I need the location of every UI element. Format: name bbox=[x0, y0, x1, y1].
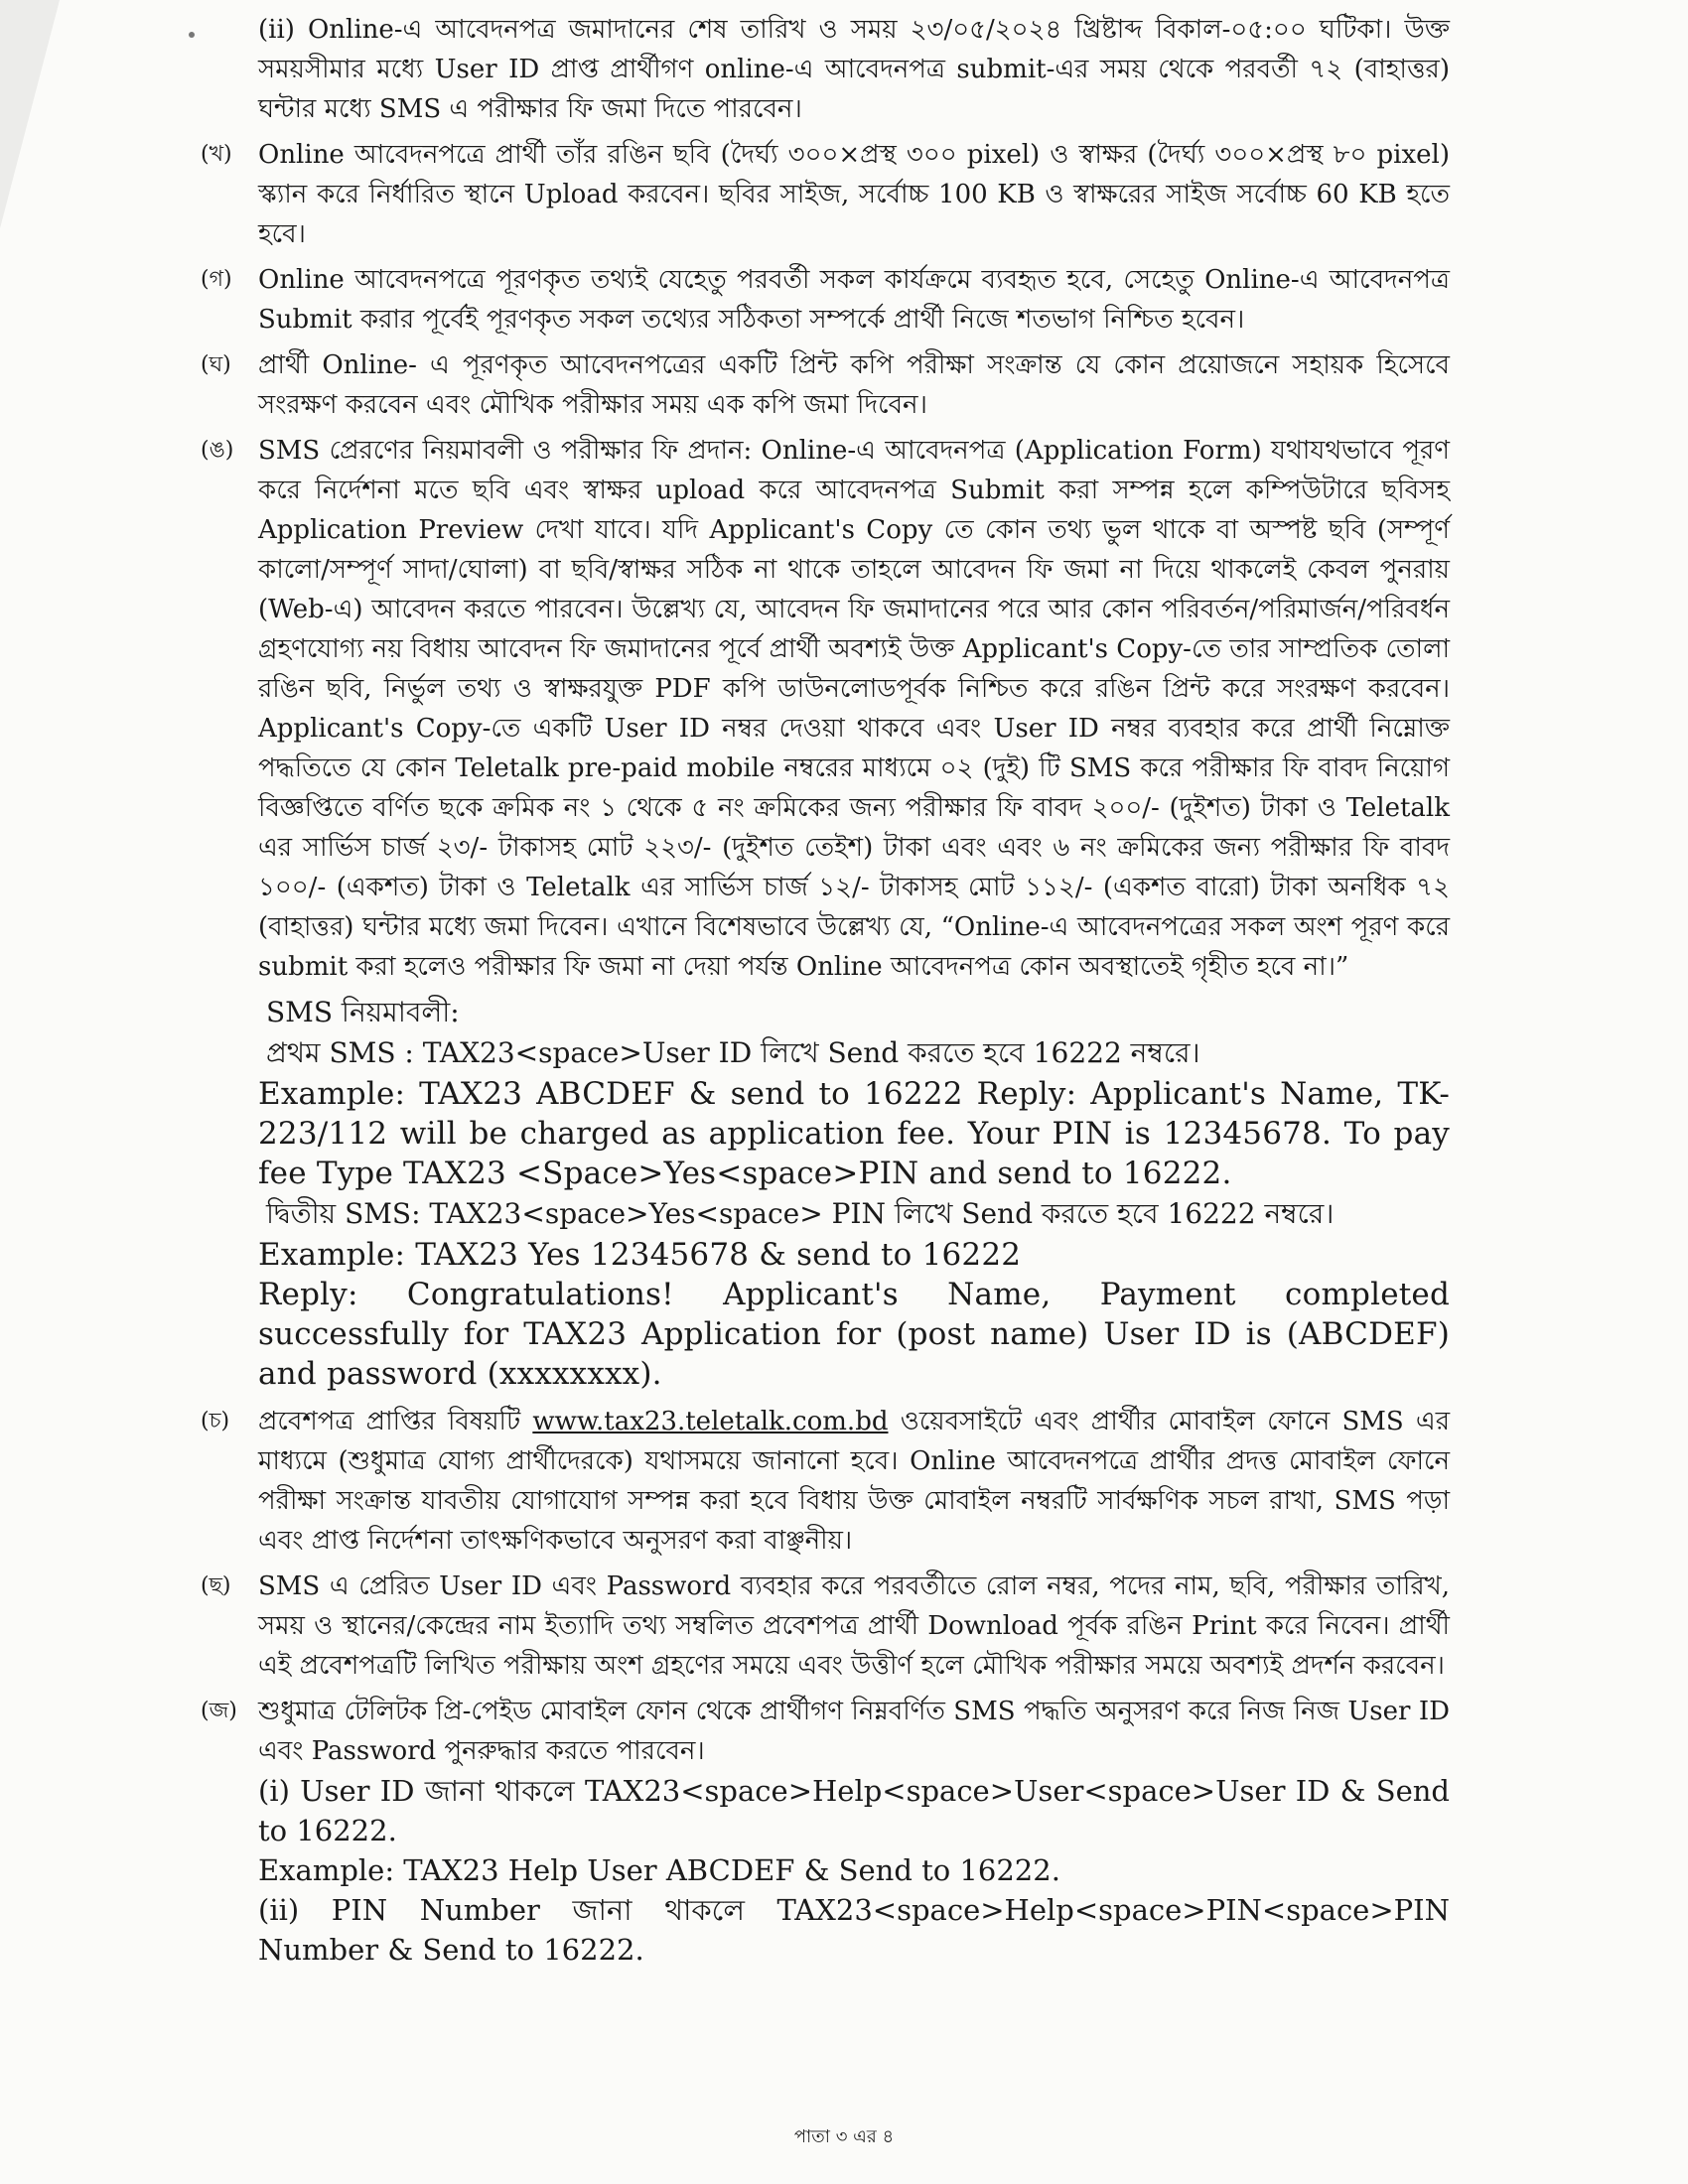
item-marker: (ঙ) bbox=[201, 438, 234, 463]
item-text: প্রার্থী Online- এ পূরণকৃত আবেদনপত্রের একটি প্রিন্ট কপি পরীক্ষা সংক্রান্ত যে কোন প্রয়োজনে সহায়ক হিসেবে সংরক্ষণ করবেন এবং মৌখিক পরীক্ষার সময় এক কপি জমা দিবেন। bbox=[258, 350, 1450, 420]
folded-corner bbox=[0, 0, 60, 228]
item-text: Online আবেদনপত্রে প্রার্থী তাঁর রঙিন ছবি (দৈর্ঘ্য ৩০০×প্রস্থ ৩০০ pixel) ও স্বাক্ষর (দৈর্ঘ্য ৩০০×প্রস্থ ৮০ pixel) স্ক্যান করে নির্ধারিত স্থানে Upload করবেন। ছবির সাইজ, সর্বোচ্চ 100 KB ও স্বাক্ষরের সাইজ সর্বোচ্চ 60 KB হতে হবে। bbox=[258, 140, 1450, 249]
recover-user-id: (i) User ID জানা থাকলে TAX23<space>Help<space>User<space>User ID & Send to 16222. bbox=[258, 1774, 1450, 1847]
item-marker: (খ) bbox=[201, 142, 232, 167]
scan-speck bbox=[189, 32, 195, 38]
first-sms-example: Example: TAX23 ABCDEF & send to 16222 Reply: Applicant's Name, TK-223/112 will be charged as application fee. Your PIN is 12345678. To pay fee Type TAX23 <Space>Yes<space>PIN and send to 16222. bbox=[258, 1076, 1450, 1191]
item-kha bbox=[201, 135, 1450, 254]
item-text: SMS প্রেরণের নিয়মাবলী ও পরীক্ষার ফি প্রদান: Online-এ আবেদনপত্র (Application Form) যথাযথভাবে পূরণ করে নির্দেশনা মতে ছবি এবং স্বাক্ষর upload করে আবেদনপত্র Submit করা সম্পন্ন হলে কম্পিউটারে ছবিসহ Application Preview দেখা যাবে। যদি Applicant's Copy তে কোন তথ্য ভুল থাকে বা অস্পষ্ট ছবি (সম্পূর্ণ কালো/সম্পূর্ণ সাদা/ঘোলা) বা ছবি/স্বাক্ষর সঠিক না থাকে তাহলে আবেদন ফি জমা না দিয়ে থাকলেই কেবল পুনরায় (Web-এ) আবেদন করতে পারবেন। উল্লেখ্য যে, আবেদন ফি জমাদানের পরে আর কোন পরিবর্তন/পরিমার্জন/পরিবর্ধন গ্রহণযোগ্য নয় বিধায় আবেদন ফি জমাদানের পূর্বে প্রার্থী অবশ্যই উক্ত Applicant's Copy-তে তার সাম্প্রতিক তোলা রঙিন ছবি, নির্ভুল তথ্য ও স্বাক্ষরযুক্ত PDF কপি ডাউনলোডপূর্বক নিশ্চিত করে রঙিন প্রিন্ট করে সংরক্ষণ করবেন। Applicant's Copy-তে একটি User ID নম্বর দেওয়া থাকবে এবং User ID নম্বর ব্যবহার করে প্রার্থী নিম্নোক্ত পদ্ধতিতে যে কোন Teletalk pre-paid mobile নম্বরের মাধ্যমে ০২ (দুই) টি SMS করে পরীক্ষার ফি বাবদ নিয়োগ বিজ্ঞপ্তিতে বর্ণিত ছকে ক্রমিক নং ১ থেকে ৫ নং ক্রমিকের জন্য পরীক্ষার ফি বাবদ ২০০/- (দুইশত) টাকা ও Teletalk এর সার্ভিস চার্জ ২৩/- টাকাসহ মোট ২২৩/- (দুইশত তেইশ) টাকা এবং এবং ৬ নং ক্রমিকের জন্য পরীক্ষার ফি বাবদ ১০০/- (একশত) টাকা ও Teletalk এর সার্ভিস চার্জ ১২/- টাকাসহ মোট ১১২/- (একশত বারো) টাকা অনধিক ৭২ (বাহাত্তর) ঘন্টার মধ্যে জমা দিবেন। এখানে বিশেষভাবে উল্লেখ্য যে, “Online-এ আবেদনপত্রের সকল অংশ পূরণ করে submit করা হলেও পরীক্ষার ফি জমা না দেয়া পর্যন্ত Online আবেদনপত্র কোন অবস্থাতেই গৃহীত হবে না।” bbox=[258, 436, 1450, 982]
item-marker: (ছ) bbox=[201, 1573, 231, 1598]
recover-pin: (ii) PIN Number জানা থাকলে TAX23<space>Help<space>PIN<space>PIN Number & Send to 16222. bbox=[258, 1893, 1450, 1967]
recover-user-id-example: Example: TAX23 Help User ABCDEF & Send to 16222. bbox=[258, 1853, 1060, 1887]
second-sms-instruction: দ্বিতীয় SMS: TAX23<space>Yes<space> PIN লিখে Send করতে হবে 16222 নম্বরে। bbox=[266, 1197, 1335, 1230]
item-cha bbox=[201, 1402, 1450, 1561]
website-link[interactable]: www.tax23.teletalk.com.bd bbox=[532, 1407, 889, 1436]
second-sms-reply: Reply: Congratulations! Applicant's Name, Payment completed successfully for TAX23 Application for (post name) User ID is (ABCDEF) and password (xxxxxxxx). bbox=[258, 1277, 1450, 1392]
item-gha bbox=[201, 345, 1450, 425]
item-ga bbox=[201, 260, 1450, 340]
item-text: Online আবেদনপত্রে পূরণকৃত তথ্যই যেহেতু পরবর্তী সকল কার্যক্রমে ব্যবহৃত হবে, সেহেতু Online-এ আবেদনপত্র Submit করার পূর্বেই পূরণকৃত সকল তথ্যের সঠিকতা সম্পর্কে প্রার্থী নিজে শতভাগ নিশ্চিত হবেন। bbox=[258, 265, 1450, 335]
item-chha bbox=[201, 1567, 1450, 1686]
item-nga bbox=[201, 431, 1450, 987]
first-sms-instruction: প্রথম SMS : TAX23<space>User ID লিখে Send করতে হবে 16222 নম্বরে। bbox=[266, 1036, 1200, 1069]
item-marker: (গ) bbox=[201, 267, 232, 292]
sms-rules-heading: SMS নিয়মাবলী: bbox=[266, 996, 460, 1028]
item-text: ওয়েবসাইটে এবং প্রার্থীর মোবাইল ফোনে SMS এর মাধ্যমে (শুধুমাত্র যোগ্য প্রার্থীদেরকে) যথাসময়ে জানানো হবে। Online আবেদনপত্রে প্রার্থীর প্রদত্ত মোবাইল ফোনে পরীক্ষা সংক্রান্ত যাবতীয় যোগাযোগ সম্পন্ন করা হবে বিধায় উক্ত মোবাইল নম্বরটি সার্বক্ষণিক সচল রাখা, SMS পড়া এবং প্রাপ্ত নির্দেশনা তাৎক্ষণিকভাবে অনুসরণ করা বাঞ্ছনীয়। bbox=[258, 1407, 1450, 1556]
sms-rules bbox=[258, 993, 1450, 1394]
item-text: SMS এ প্রেরিত User ID এবং Password ব্যবহার করে পরবর্তীতে রোল নম্বর, পদের নাম, ছবি, পরীক্ষার তারিখ, সময় ও স্থানের/কেন্দ্রের নাম ইত্যাদি তথ্য সম্বলিত প্রবেশপত্র প্রার্থী Download পূর্বক রঙিন Print করে নিবেন। প্রার্থী এই প্রবেশপত্রটি লিখিত পরীক্ষায় অংশ গ্রহণের সময়ে এবং উত্তীর্ণ হলে মৌখিক পরীক্ষার সময়ে অবশ্যই প্রদর্শন করবেন। bbox=[258, 1571, 1450, 1681]
item-ja bbox=[201, 1692, 1450, 1970]
second-sms-example: Example: TAX23 Yes 12345678 & send to 16222 bbox=[258, 1237, 1022, 1273]
item-text: শুধুমাত্র টেলিটক প্রি-পেইড মোবাইল ফোন থেকে প্রার্থীগণ নিম্নবর্ণিত SMS পদ্ধতি অনুসরণ করে নিজ নিজ User ID এবং Password পুনরুদ্ধার করতে পারবেন। bbox=[258, 1697, 1450, 1766]
page-number: পাতা ৩ এর ৪ bbox=[793, 2126, 895, 2147]
item-marker: (চ) bbox=[201, 1409, 230, 1433]
item-text: প্রবেশপত্র প্রাপ্তির বিষয়টি bbox=[258, 1407, 533, 1436]
item-marker: (জ) bbox=[201, 1699, 237, 1723]
item-deadline bbox=[258, 10, 1450, 129]
item-marker: (ঘ) bbox=[201, 352, 231, 377]
item-text: (ii) Online-এ আবেদনপত্র জমাদানের শেষ তারিখ ও সময় ২৩/০৫/২০২৪ খ্রিষ্টাব্দ বিকাল-০৫:০০ ঘটিকা। উক্ত সময়সীমার মধ্যে User ID প্রাপ্ত প্রার্থীগণ online-এ আবেদনপত্র submit-এর সময় থেকে পরবর্তী ৭২ (বাহাত্তর) ঘন্টার মধ্যে SMS এ পরীক্ষার ফি জমা দিতে পারবেন। bbox=[258, 15, 1450, 124]
